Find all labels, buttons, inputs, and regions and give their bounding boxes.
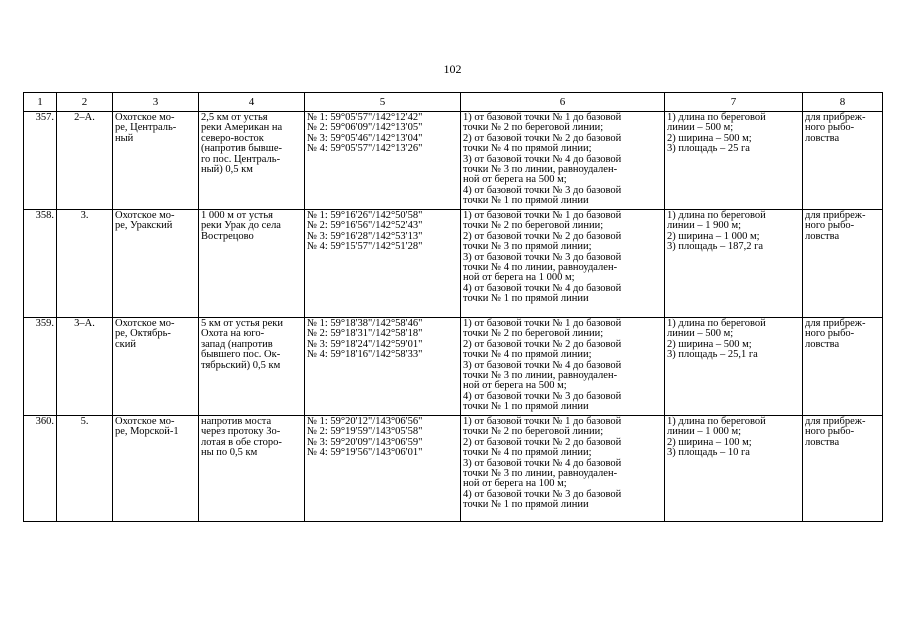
row-subnumber: 5. (57, 416, 113, 522)
location-cell (199, 416, 305, 522)
text-line: 1) от базовой точки № 1 до базовой (463, 112, 622, 123)
text-line: ной от берега на 500 м; (463, 380, 567, 392)
water-body-cell (113, 318, 199, 416)
text-line: Охотское мо- (115, 416, 175, 427)
text-line: 1) длина по береговой (667, 210, 766, 221)
location-cell (199, 112, 305, 210)
text-line: ный (115, 132, 134, 144)
row-subnumber: 3. (57, 210, 113, 318)
text-line: ре, Централь- (115, 122, 177, 134)
table-row (24, 416, 883, 522)
text-line: для прибреж- (805, 416, 866, 427)
coordinate-line: № 2: 59°06'09"/142°13'05" (307, 122, 423, 134)
coordinate-line: № 1: 59°05'57"/142°12'42" (307, 112, 423, 123)
row-number: 359. (24, 318, 57, 416)
row-number: 360. (24, 416, 57, 522)
text-line: для прибреж- (805, 318, 866, 329)
coordinate-line: № 4: 59°18'16"/142°58'33" (307, 349, 423, 361)
text-line: ре, Октябрь- (115, 328, 171, 340)
size-cell (665, 318, 803, 416)
fishing-areas-table (23, 92, 883, 522)
text-line: Охота на юго- (201, 328, 265, 340)
text-line: запад (напротив (201, 338, 273, 350)
text-line: для прибреж- (805, 112, 866, 123)
text-line: 1) от базовой точки № 1 до базовой (463, 210, 622, 221)
text-line: точки № 2 по береговой линии; (463, 220, 604, 232)
size-cell (665, 112, 803, 210)
text-line: 2) ширина – 500 м; (667, 132, 752, 144)
row-number: 358. (24, 210, 57, 318)
text-line: точки № 3 по линии, равноудален- (463, 164, 618, 176)
coordinate-line: № 1: 59°16'26"/142°50'58" (307, 210, 423, 221)
text-line: 1) длина по береговой (667, 112, 766, 123)
text-line: ного рыбо- (805, 328, 855, 340)
text-line: точки № 1 по прямой линии (463, 401, 589, 413)
text-line: 2) ширина – 1 000 м; (667, 230, 760, 242)
coordinate-line: № 1: 59°20'12"/143°06'56" (307, 416, 423, 427)
text-line: 4) от базовой точки № 4 до базовой (463, 282, 622, 294)
header-cell: 5 (305, 93, 461, 112)
text-line: 2,5 км от устья (201, 112, 268, 123)
text-line: 2) ширина – 100 м; (667, 436, 752, 448)
text-line: линии – 500 м; (667, 122, 734, 134)
text-line: 4) от базовой точки № 3 до базовой (463, 390, 622, 402)
header-cell: 6 (461, 93, 665, 112)
text-line: бывшего пос. Ок- (201, 349, 281, 361)
text-line: ский (115, 338, 136, 350)
header-cell: 1 (24, 93, 57, 112)
text-line: через протоку Зо- (201, 426, 281, 438)
text-line: ного рыбо- (805, 122, 855, 134)
coordinate-line: № 4: 59°15'57"/142°51'28" (307, 241, 423, 253)
text-line: лотая в обе сторо- (201, 436, 282, 448)
coordinate-line: № 2: 59°19'59"/143°05'58" (307, 426, 423, 438)
coordinate-line: № 2: 59°18'31"/142°58'18" (307, 328, 423, 340)
header-cell: 2 (57, 93, 113, 112)
text-line: го пос. Централь- (201, 153, 281, 165)
text-line: реки Американ на (201, 122, 283, 134)
text-line: реки Урак до села (201, 220, 281, 232)
text-line: ный) 0,5 км (201, 164, 253, 176)
text-line: точки № 1 по прямой линии (463, 499, 589, 511)
text-line: ной от берега на 500 м; (463, 174, 567, 186)
text-line: ловства (805, 132, 840, 144)
purpose-cell (803, 112, 883, 210)
text-line: линии – 1 000 м; (667, 426, 742, 438)
coordinate-line: № 3: 59°20'09"/143°06'59" (307, 436, 423, 448)
text-line: напротив моста (201, 416, 272, 427)
coordinates-cell (305, 318, 461, 416)
header-cell: 8 (803, 93, 883, 112)
text-line: ны по 0,5 км (201, 447, 258, 459)
purpose-cell (803, 210, 883, 318)
text-line: 5 км от устья реки (201, 318, 283, 329)
text-line: ре, Морской-1 (115, 426, 179, 438)
text-line: точки № 4 по прямой линии; (463, 349, 592, 361)
text-line: точки № 3 по линии, равноудален- (463, 468, 618, 480)
text-line: ной от берега на 100 м; (463, 478, 567, 490)
text-line: ловства (805, 436, 840, 448)
text-line: 1) от базовой точки № 1 до базовой (463, 416, 622, 427)
text-line: точки № 3 по линии, равноудален- (463, 370, 618, 382)
header-cell: 4 (199, 93, 305, 112)
text-line: точки № 2 по береговой линии; (463, 122, 604, 134)
text-line: 3) от базовой точки № 4 до базовой (463, 359, 622, 371)
text-line: 1) длина по береговой (667, 416, 766, 427)
text-line: ре, Уракский (115, 220, 173, 232)
coordinate-line: № 4: 59°19'56"/143°06'01" (307, 447, 423, 459)
size-cell (665, 416, 803, 522)
location-cell (199, 318, 305, 416)
coordinate-line: № 2: 59°16'56"/142°52'43" (307, 220, 423, 232)
text-line: Охотское мо- (115, 112, 175, 123)
text-line: 4) от базовой точки № 3 до базовой (463, 488, 622, 500)
text-line: 2) от базовой точки № 2 до базовой (463, 132, 622, 144)
water-body-cell (113, 416, 199, 522)
text-line: 2) от базовой точки № 2 до базовой (463, 338, 622, 350)
header-cell: 3 (113, 93, 199, 112)
coordinate-line: № 3: 59°16'28"/142°53'13" (307, 230, 423, 242)
size-cell (665, 210, 803, 318)
text-line: точки № 4 по прямой линии; (463, 143, 592, 155)
text-line: ного рыбо- (805, 220, 855, 232)
text-line: линии – 500 м; (667, 328, 734, 340)
text-line: ной от берега на 1 000 м; (463, 272, 575, 284)
text-line: Вострецово (201, 230, 254, 242)
text-line: точки № 4 по прямой линии; (463, 447, 592, 459)
purpose-cell (803, 318, 883, 416)
text-line: ного рыбо- (805, 426, 855, 438)
text-line: точки № 1 по прямой линии (463, 293, 589, 305)
text-line: 3) площадь – 25 га (667, 143, 750, 155)
text-line: точки № 2 по береговой линии; (463, 328, 604, 340)
text-line: точки № 2 по береговой линии; (463, 426, 604, 438)
coordinate-line: № 3: 59°05'46"/142°13'04" (307, 132, 423, 144)
text-line: северо-восток (201, 132, 264, 144)
text-line: 1) от базовой точки № 1 до базовой (463, 318, 622, 329)
text-line: 3) от базовой точки № 3 до базовой (463, 251, 622, 263)
text-line: 3) от базовой точки № 4 до базовой (463, 153, 622, 165)
text-line: точки № 3 по прямой линии; (463, 241, 592, 253)
page-number: 102 (443, 62, 462, 76)
table-row (24, 210, 883, 318)
text-line: 3) от базовой точки № 4 до базовой (463, 457, 622, 469)
row-subnumber: 3–А. (57, 318, 113, 416)
text-line: для прибреж- (805, 210, 866, 221)
text-line: (напротив бывше- (201, 143, 283, 155)
coordinate-line: № 3: 59°18'24"/142°59'01" (307, 338, 423, 350)
text-line: тябрьский) 0,5 км (201, 359, 281, 371)
row-subnumber: 2–А. (57, 112, 113, 210)
text-line: 3) площадь – 25,1 га (667, 349, 758, 361)
water-body-cell (113, 210, 199, 318)
text-line: Охотское мо- (115, 318, 175, 329)
text-line: 3) площадь – 10 га (667, 447, 750, 459)
table-row (24, 318, 883, 416)
coordinate-line: № 4: 59°05'57"/142°13'26" (307, 143, 423, 155)
purpose-cell (803, 416, 883, 522)
water-body-cell (113, 112, 199, 210)
text-line: 1 000 м от устья (201, 210, 273, 221)
coordinates-cell (305, 210, 461, 318)
text-line: точки № 1 по прямой линии (463, 195, 589, 207)
text-line: Охотское мо- (115, 210, 175, 221)
text-line: точки № 4 по линии, равноудален- (463, 262, 618, 274)
boundary-cell (461, 112, 665, 210)
text-line: 4) от базовой точки № 3 до базовой (463, 184, 622, 196)
header-cell: 7 (665, 93, 803, 112)
coordinates-cell (305, 112, 461, 210)
boundary-cell (461, 416, 665, 522)
text-line: 3) площадь – 187,2 га (667, 241, 764, 253)
text-line: ловства (805, 230, 840, 242)
boundary-cell (461, 210, 665, 318)
coordinates-cell (305, 416, 461, 522)
text-line: 2) от базовой точки № 2 до базовой (463, 230, 622, 242)
text-line: 1) длина по береговой (667, 318, 766, 329)
table-row (24, 112, 883, 210)
boundary-cell (461, 318, 665, 416)
coordinate-line: № 1: 59°18'38"/142°58'46" (307, 318, 423, 329)
text-line: линии – 1 900 м; (667, 220, 742, 232)
text-line: ловства (805, 338, 840, 350)
row-number: 357. (24, 112, 57, 210)
text-line: 2) от базовой точки № 2 до базовой (463, 436, 622, 448)
header-row (24, 93, 883, 112)
location-cell (199, 210, 305, 318)
text-line: 2) ширина – 500 м; (667, 338, 752, 350)
